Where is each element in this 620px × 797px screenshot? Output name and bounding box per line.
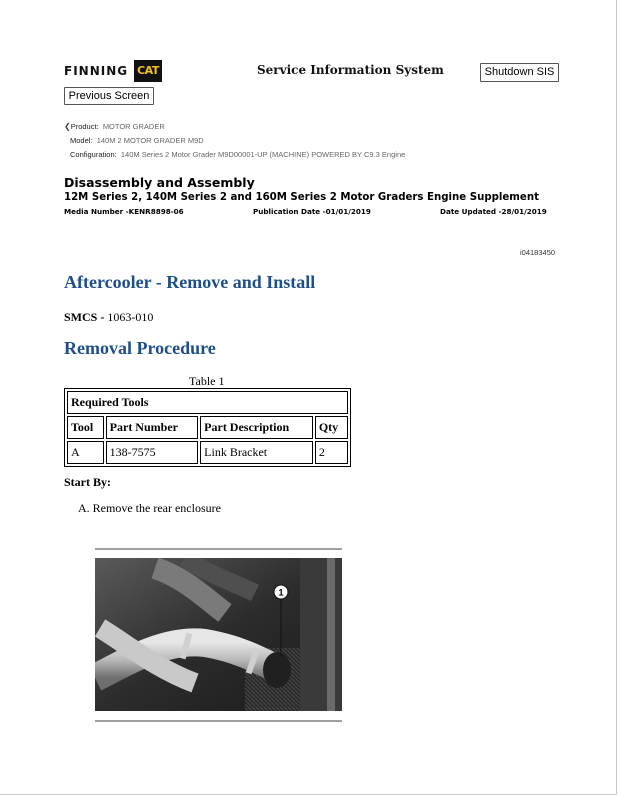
model-value: 140M 2 MOTOR GRADER M9D <box>96 136 204 145</box>
cell-part-description: Link Bracket <box>200 441 313 464</box>
system-title: Service Information System <box>257 63 444 77</box>
step-item: A. Remove the rear enclosure <box>78 501 221 515</box>
section-heading: Removal Procedure <box>64 338 216 358</box>
logo-cat-badge: CAT <box>134 60 162 82</box>
aftercooler-photo <box>95 558 342 711</box>
shutdown-sis-button[interactable]: Shutdown SIS <box>480 63 559 82</box>
image-top-rule <box>95 548 342 550</box>
cell-tool: A <box>67 441 104 464</box>
media-number: Media Number -KENR8898-06 <box>64 207 184 216</box>
table-header-row <box>67 416 348 439</box>
model-line <box>70 136 204 145</box>
configuration-label: Configuration: <box>70 150 117 159</box>
header-qty: Qty <box>315 416 348 439</box>
callout-number: 1 <box>278 587 284 598</box>
table-title: Required Tools <box>67 391 348 414</box>
cell-qty: 2 <box>315 441 348 464</box>
smcs-value: 1063-010 <box>104 310 154 324</box>
page-heading: Aftercooler - Remove and Install <box>64 272 316 292</box>
finning-cat-logo <box>64 60 162 82</box>
previous-screen-button[interactable]: Previous Screen <box>64 87 154 105</box>
required-tools-table <box>64 388 351 467</box>
table-title-row <box>67 391 348 414</box>
configuration-line <box>70 150 405 159</box>
cell-part-number: 138-7575 <box>106 441 199 464</box>
table-row <box>67 441 348 464</box>
smcs-code <box>64 310 153 325</box>
start-by-label: Start By: <box>64 475 111 489</box>
image-bottom-rule <box>95 720 342 722</box>
product-value: MOTOR GRADER <box>102 122 165 131</box>
logo-finning-text: FINNING <box>64 64 129 78</box>
document-subtitle: 12M Series 2, 140M Series 2 and 160M Series 2 Motor Graders Engine Supplement <box>64 192 539 203</box>
product-line <box>64 122 165 131</box>
product-label: Product: <box>70 122 99 131</box>
configuration-value: 140M Series 2 Motor Grader M9D00001-UP (MACHINE) POWERED BY C9.3 Engine <box>120 150 406 159</box>
model-label: Model: <box>70 136 93 145</box>
header-part-number: Part Number <box>106 416 199 439</box>
document-id: i04183450 <box>520 248 556 257</box>
header-part-description: Part Description <box>200 416 313 439</box>
header-tool: Tool <box>67 416 104 439</box>
table-caption: Table 1 <box>189 374 225 388</box>
smcs-label: SMCS - <box>64 310 105 324</box>
date-updated: Date Updated -28/01/2019 <box>440 207 547 216</box>
document-title: Disassembly and Assembly <box>64 175 255 190</box>
publication-date: Publication Date -01/01/2019 <box>253 207 371 216</box>
chevron-left-icon: ❮ <box>64 122 71 131</box>
